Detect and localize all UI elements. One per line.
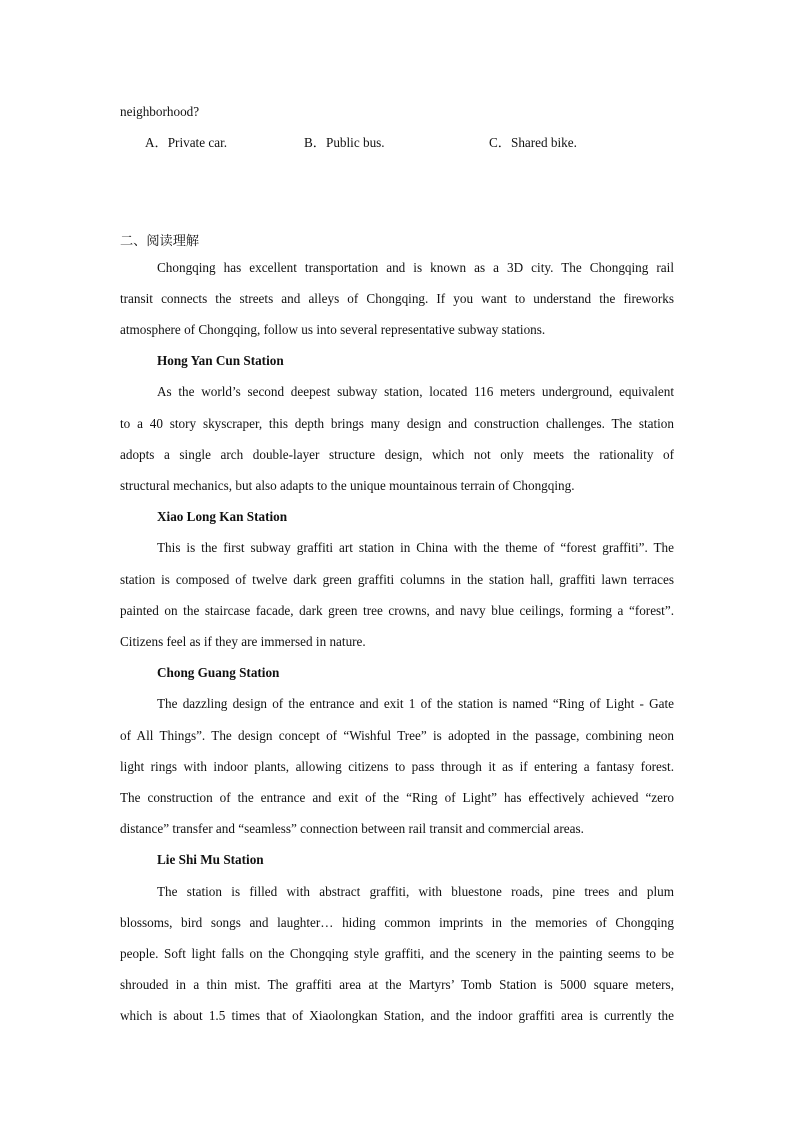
option-a-letter: A． <box>145 135 168 150</box>
question-tail-text: neighborhood? <box>120 104 200 119</box>
station-4-line-5: which is about 1.5 times that of Xiaolongkan Station, and the indoor graffiti area is currently the <box>120 1008 674 1023</box>
option-c-text: Shared bike. <box>510 135 577 150</box>
station-1-line-3: adopts a single arch double-layer structure design, which not only meets the rationality of <box>120 447 674 462</box>
option-b-text: Public bus. <box>325 135 385 150</box>
option-b <box>304 135 385 151</box>
station-3-line-3: light rings with indoor plants, allowing citizens to pass through it as if entering a fantasy forest. <box>120 759 674 774</box>
station-1-line-2: to a 40 story skyscraper, this depth brings many design and construction challenges. The station <box>120 416 674 431</box>
section-title: 二、阅读理解 <box>120 234 200 249</box>
station-4-line-1: The station is filled with abstract graffiti, with bluestone roads, pine trees and plum <box>157 884 674 899</box>
station-heading-xiao-long-kan: Xiao Long Kan Station <box>157 509 288 524</box>
station-heading-lie-shi-mu: Lie Shi Mu Station <box>157 852 264 867</box>
option-a-text: Private car. <box>167 135 228 150</box>
intro-line-3: atmosphere of Chongqing, follow us into several representative subway stations. <box>120 322 546 337</box>
station-heading-hong-yan-cun: Hong Yan Cun Station <box>157 353 284 368</box>
option-c-letter: C． <box>489 135 511 150</box>
option-c <box>489 135 577 151</box>
station-4-line-4: shrouded in a thin mist. The graffiti area at the Martyrs’ Tomb Station is 5000 square meters, <box>120 977 674 992</box>
station-3-line-4: The construction of the entrance and exit of the “Ring of Light” has effectively achieved “zero <box>120 790 674 805</box>
station-3-line-5: distance” transfer and “seamless” connection between rail transit and commercial areas. <box>120 821 584 836</box>
intro-line-2: transit connects the streets and alleys of Chongqing. If you want to understand the fireworks <box>120 291 674 306</box>
station-1-line-1: As the world’s second deepest subway station, located 116 meters underground, equivalent <box>157 384 674 399</box>
station-3-line-1: The dazzling design of the entrance and exit 1 of the station is named “Ring of Light - Gate <box>157 696 674 711</box>
station-3-line-2: of All Things”. The design concept of “Wishful Tree” is adopted in the passage, combining neon <box>120 728 674 743</box>
station-1-line-4: structural mechanics, but also adapts to the unique mountainous terrain of Chongqing. <box>120 478 575 493</box>
station-2-line-3: painted on the staircase facade, dark green tree crowns, and navy blue ceilings, forming a “forest”. <box>120 603 674 618</box>
intro-line-1: Chongqing has excellent transportation and is known as a 3D city. The Chongqing rail <box>157 260 674 275</box>
station-2-line-2: station is composed of twelve dark green graffiti columns in the station hall, graffiti lawn terraces <box>120 572 674 587</box>
station-heading-chong-guang: Chong Guang Station <box>157 665 280 680</box>
station-4-line-2: blossoms, bird songs and laughter… hiding common imprints in the memories of Chongqing <box>120 915 674 930</box>
station-2-line-4: Citizens feel as if they are immersed in nature. <box>120 634 366 649</box>
station-4-line-3: people. Soft light falls on the Chongqing style graffiti, and the scenery in the painting seems to be <box>120 946 674 961</box>
option-a <box>145 135 227 151</box>
option-b-letter: B． <box>304 135 326 150</box>
station-2-line-1: This is the first subway graffiti art station in China with the theme of “forest graffiti”. The <box>157 540 674 555</box>
